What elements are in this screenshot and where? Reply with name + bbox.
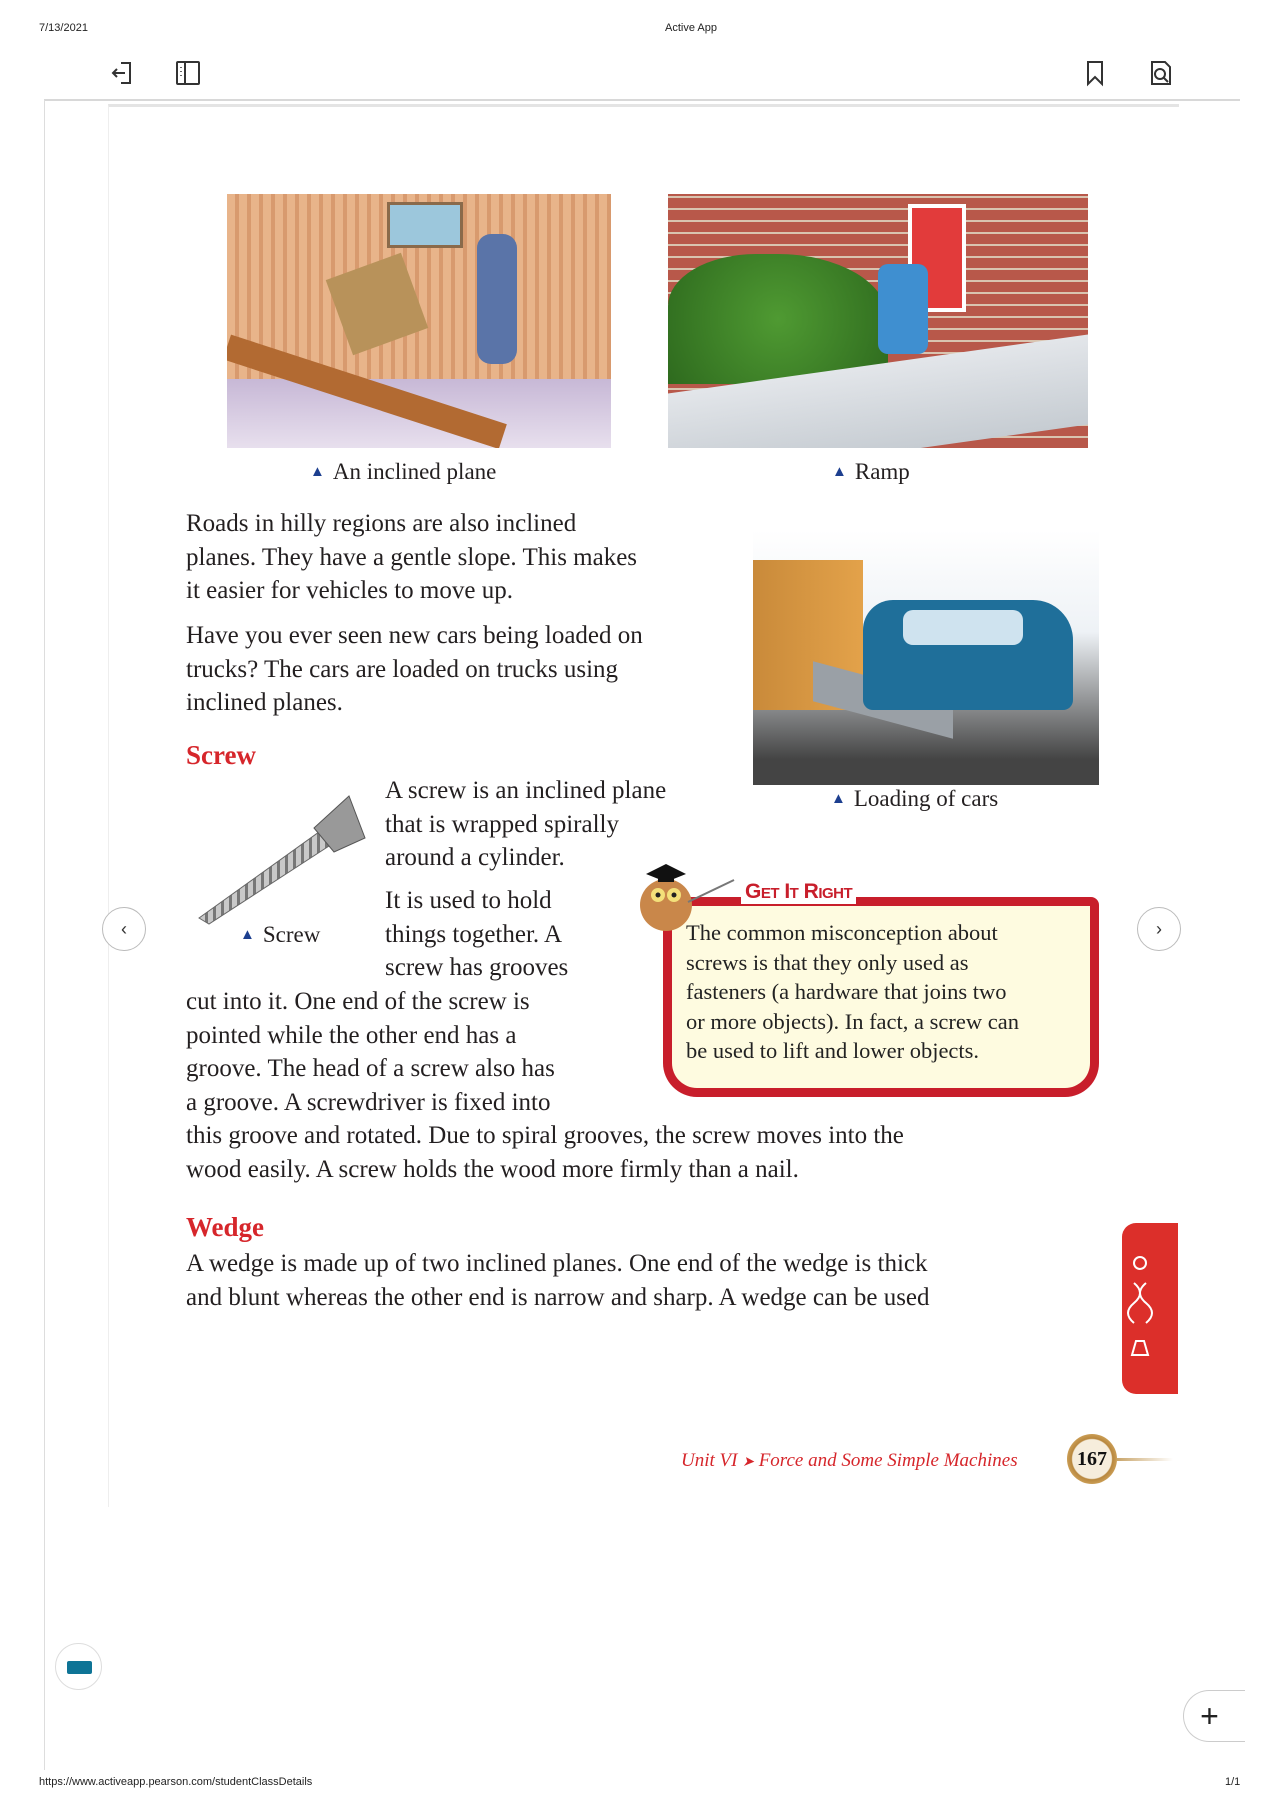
badge-streak	[1117, 1458, 1173, 1461]
zoom-in-button[interactable]: +	[1183, 1690, 1245, 1742]
loading-cars-image	[753, 530, 1099, 785]
science-tab	[1122, 1223, 1178, 1394]
print-url: https://www.activeapp.pearson.com/studentClassDetails	[39, 1776, 313, 1788]
caption-ramp: ▲ Ramp	[832, 459, 910, 484]
tools-icon	[67, 1661, 92, 1674]
caption-loading-cars: ▲ Loading of cars	[831, 786, 999, 811]
chapter-footer: Unit VI ➤ Force and Some Simple Machines	[681, 1450, 1018, 1471]
caption-inclined-plane: ▲ An inclined plane	[310, 459, 497, 484]
bookmark-icon[interactable]	[1081, 59, 1109, 87]
toolbar-divider	[44, 99, 1240, 101]
get-it-right-title: Get It Right	[741, 880, 856, 904]
get-it-right-text: The common misconception about screws is that they only used as fasteners (a hardware that joins two or more objects). In fact, a screw can be used to lift and lower objects.	[686, 920, 1019, 1063]
paragraph-wedge: A wedge is made up of two inclined planes. One end of the wedge is thick and blunt whereas the other end is narrow and sharp. A wedge can be used	[186, 1250, 930, 1311]
viewer-left-border	[44, 100, 45, 1770]
caption-screw: ▲ Screw	[240, 922, 321, 947]
sidebar-toggle-icon[interactable]	[174, 59, 202, 87]
screw-image	[189, 790, 369, 925]
paragraph-screw-use: It is used to hold things together. A screw has grooves	[385, 887, 569, 982]
tools-button[interactable]	[55, 1643, 102, 1690]
print-page-count: 1/1	[1225, 1776, 1241, 1788]
inclined-plane-image	[227, 194, 611, 448]
paragraph-screw-use-cont: cut into it. One end of the screw is pointed while the other end has a groove. The head of a screw also has a groove. A screwdriver is fixed into this groove and rotated. Due to spiral grooves, the screw moves into the wood easily. A screw holds the wood more firmly than a nail.	[186, 988, 904, 1183]
next-page-button[interactable]: ›	[1137, 907, 1181, 951]
previous-page-button[interactable]: ‹	[102, 907, 146, 951]
page-number-badge: 167	[1067, 1434, 1117, 1484]
print-date: 7/13/2021	[39, 22, 88, 34]
heading-wedge: Wedge	[186, 1212, 264, 1242]
ramp-image	[668, 194, 1088, 448]
paragraph-screw-definition: A screw is an inclined plane that is wrapped spirally around a cylinder.	[385, 777, 667, 872]
paragraph-roads: Roads in hilly regions are also inclined planes. They have a gentle slope. This makes it easier for vehicles to move up.	[186, 510, 638, 605]
search-page-icon[interactable]	[1147, 59, 1175, 87]
heading-screw: Screw	[186, 740, 256, 770]
chevron-icon: ➤	[742, 1455, 754, 1470]
print-title: Active App	[665, 22, 717, 34]
paragraph-cars: Have you ever seen new cars being loaded on trucks? The cars are loaded on trucks using inclined planes.	[186, 622, 643, 717]
exit-icon[interactable]	[109, 59, 137, 87]
